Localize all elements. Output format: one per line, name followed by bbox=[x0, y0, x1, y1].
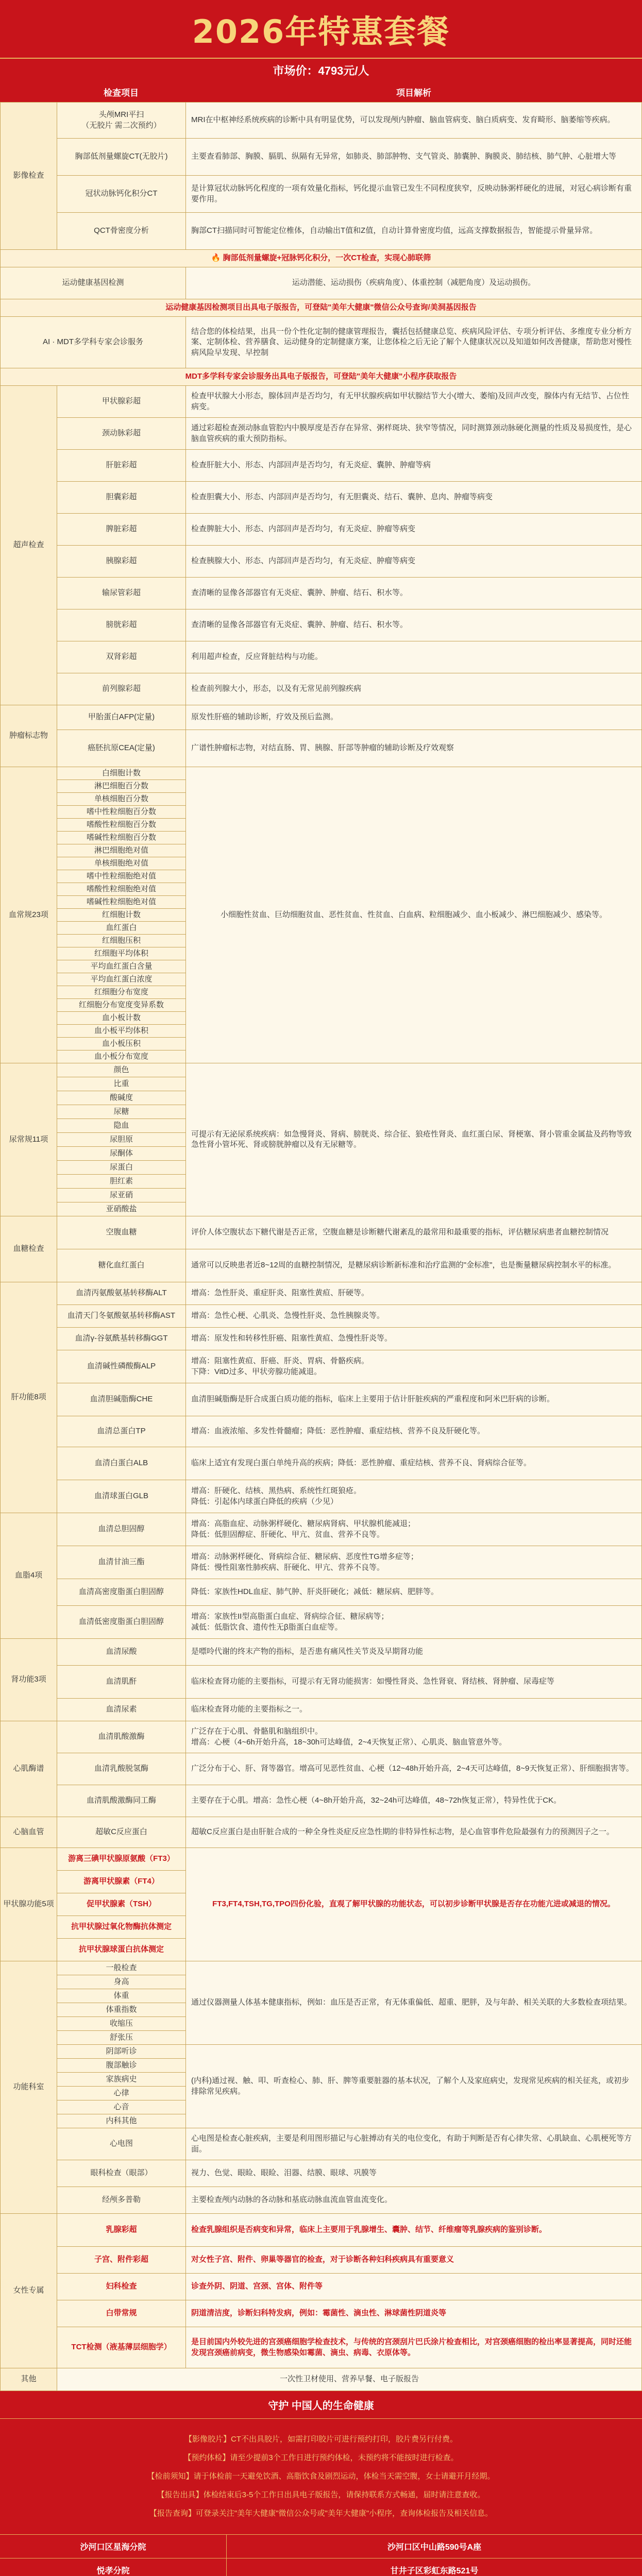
desc-liver-4: 血清胆碱脂酶是肝合成蛋白质功能的指标，临床上主要用于估计肝脏疾病的严重程度和阿米巴肝病的诊断。 bbox=[186, 1383, 642, 1416]
item-blood-13: 红细胞压积 bbox=[57, 935, 186, 947]
item-urine-2: 酸碱度 bbox=[57, 1091, 186, 1105]
item-kidney-0: 血清尿酸 bbox=[57, 1639, 186, 1666]
gene-highlight: 运动健康基因检测项目出具电子版报告，可登陆"美年大健康"微信公众号查询/美洞基因报告 bbox=[1, 299, 642, 317]
item-liver-6: 血清白蛋白ALB bbox=[57, 1447, 186, 1480]
category-thyroid: 甲状腺功能5项 bbox=[1, 1848, 57, 1961]
category-lipid: 血脂4项 bbox=[1, 1513, 57, 1639]
table-row bbox=[1, 705, 642, 730]
desc-myo-1: 广泛分布于心、肝、肾等器官。增高可见恶性贫血、心梗（12~48h开始升高，2~4天可达峰值，8~9天恢复正常）、肝细胞损害等。 bbox=[186, 1753, 642, 1785]
table-row bbox=[1, 1249, 642, 1282]
item-myo-1: 血清乳酸脱氢酶 bbox=[57, 1753, 186, 1785]
table-row bbox=[1, 2274, 642, 2300]
item-blood-6: 淋巴细胞绝对值 bbox=[57, 844, 186, 857]
table-row bbox=[1, 1383, 642, 1416]
item-female-0: 乳腺彩超 bbox=[57, 2214, 186, 2247]
desc-func-ecg: 心电图是检查心脏疾病，主要是利用图形描记与心脏搏动有关的电位变化，有助于判断是否有心律失常、心肌缺血、心肌梗死等方面。 bbox=[186, 2128, 642, 2160]
item-us-1: 颈动脉彩超 bbox=[57, 418, 186, 450]
item-mdt: AI · MDT多学科专家会诊服务 bbox=[1, 317, 186, 368]
item-func-ecg: 心电图 bbox=[57, 2128, 186, 2160]
table-row bbox=[1, 730, 642, 767]
package-table bbox=[0, 102, 642, 2391]
footer-slogan: 守护 中国人的生命健康 bbox=[0, 2391, 642, 2419]
desc-sugar-0: 评价人体空腹状态下糖代谢是否正常，空腹血糖是诊断糖代谢紊乱的最常用和最重要的指标，评估糖尿病患者血糖控制情况 bbox=[186, 1216, 642, 1249]
desc-ct-coronary: 是计算冠状动脉钙化程度的一项有效量化指标，钙化提示血管已发生不同程度狭窄，反映动脉粥样硬化的进展，对冠心病诊断有重要作用。 bbox=[186, 176, 642, 213]
item-blood-18: 红细胞分布宽度变异系数 bbox=[57, 999, 186, 1012]
table-row bbox=[1, 1699, 642, 1721]
item-blood-0: 白细胞计数 bbox=[57, 767, 186, 780]
desc-us-7: 查清晰的显像各部器官有无炎症、囊肿、肿瘤、结石、积水等。 bbox=[186, 609, 642, 641]
table-row bbox=[1, 1063, 642, 1077]
table-row bbox=[1, 578, 642, 609]
item-sugar-1: 糖化血红蛋白 bbox=[57, 1249, 186, 1282]
table-row bbox=[1, 767, 642, 780]
item-ct-chest: 胸部低剂量螺旋CT(无胶片) bbox=[57, 139, 186, 176]
table-row bbox=[1, 1546, 642, 1579]
item-urine-3: 尿糖 bbox=[57, 1105, 186, 1119]
item-blood-4: 嗜酸性粒细胞百分数 bbox=[57, 819, 186, 832]
item-myo-2: 血清肌酸激酶同工酶 bbox=[57, 1785, 186, 1817]
category-cardio: 心脑血管 bbox=[1, 1817, 57, 1848]
item-func-height: 身高 bbox=[57, 1975, 186, 1989]
desc-kidney-0: 是嘌呤代谢的终末产物的指标，是否患有痛风性关节炎及早期肾功能 bbox=[186, 1639, 642, 1666]
item-liver-0: 血清丙氨酸氨基转移酶ALT bbox=[57, 1282, 186, 1305]
item-liver-7: 血清球蛋白GLB bbox=[57, 1480, 186, 1513]
item-female-1: 子宫、附件彩超 bbox=[57, 2247, 186, 2274]
note-film: 【影像胶片】CT不出具胶片，如需打印胶片可进行预约打印，胶片费另行付费。 bbox=[184, 2435, 458, 2444]
table-row bbox=[1, 250, 642, 267]
header-category bbox=[0, 81, 57, 102]
desc-func-general: 通过仪器测量人体基本健康指标，例如：血压是否正常，有无体重偏低、超重、肥胖，及与年龄、相关关联的大多数检查项结果。 bbox=[186, 1961, 642, 2045]
item-us-0: 甲状腺彩超 bbox=[57, 386, 186, 418]
table-row bbox=[1, 1480, 642, 1513]
table-row bbox=[1, 482, 642, 514]
item-lipid-0: 血清总胆固醇 bbox=[57, 1513, 186, 1546]
header-desc: 项目解析 bbox=[396, 88, 431, 98]
desc-thyroid: FT3,FT4,TSH,TG,TPO四份化验，直观了解甲状腺的功能状态，可以初步诊断甲状腺是否存在功能亢进或减退的情况。 bbox=[186, 1848, 642, 1961]
desc-us-1: 通过彩超检查颈动脉血管腔内中膜厚度是否存在异常、粥样斑块、狭窄等情况，同时测算颈动脉硬化测量的性质及易损度性，是心脑血管疾病的重大预防指标。 bbox=[186, 418, 642, 450]
item-liver-5: 血清总蛋白TP bbox=[57, 1416, 186, 1447]
table-row bbox=[1, 368, 642, 386]
item-kidney-2: 血清尿素 bbox=[57, 1699, 186, 1721]
item-thyroid-3: 抗甲状腺过氧化物酶抗体测定 bbox=[57, 1916, 186, 1939]
item-liver-2: 血清γ-谷氨酰基转移酶GGT bbox=[57, 1328, 186, 1350]
item-liver-1: 血清天门冬氨酸氨基转移酶AST bbox=[57, 1305, 186, 1328]
table-row bbox=[1, 1639, 642, 1666]
desc-mdt: 结合您的体检结果，出具一份个性化定制的健康管理报告，囊括包括健康总览、疾病风险评估、专项分析评估、多维度专业分析方案、定制体检、营养膳食、运动健身的定制健康方案，让您体检之后无论了解个人健康状况以及知道如何改善健康，帮助您对慢性病风险早发现、早控制 bbox=[186, 317, 642, 368]
table-row bbox=[1, 1350, 642, 1383]
desc-liver-3: 增高：阻塞性黄疸、肝癌、肝炎、胃病、骨骼疾病。 下降：VitD过多、甲状旁腺功能减退。 bbox=[186, 1350, 642, 1383]
desc-female-4: 是目前国内外较先进的宫颈癌细胞学检查技术，与传统的宫颈刮片巴氏涂片检查相比，对宫颈癌细胞的检出率显著提高，同时还能发现宫颈癌前病变，微生物感染如霉菌、滴虫、病毒、衣原体等。 bbox=[186, 2327, 642, 2368]
item-func-systolic: 收缩压 bbox=[57, 2017, 186, 2031]
store-name: 沙河口区星海分院 bbox=[0, 2535, 227, 2558]
table-row bbox=[1, 1447, 642, 1480]
item-us-9: 前列腺彩超 bbox=[57, 673, 186, 705]
category-blood: 血常规23项 bbox=[1, 767, 57, 1063]
item-urine-5: 尿胆原 bbox=[57, 1133, 186, 1147]
item-urine-10: 亚硝酸盐 bbox=[57, 1202, 186, 1216]
desc-us-3: 检查胆囊大小、形态、内部回声是否均匀，有无胆囊炎、结石、囊肿、息肉、肿瘤等病变 bbox=[186, 482, 642, 514]
table-row bbox=[1, 1305, 642, 1328]
item-us-5: 胰腺彩超 bbox=[57, 546, 186, 578]
table-row bbox=[1, 267, 642, 299]
item-blood-5: 嗜碱性粒细胞百分数 bbox=[57, 832, 186, 844]
category-kidney: 肾功能3项 bbox=[1, 1639, 57, 1721]
desc-us-6: 查清晰的显像各部器官有无炎症、囊肿、肿瘤、结石、积水等。 bbox=[186, 578, 642, 609]
item-blood-1: 淋巴细胞百分数 bbox=[57, 780, 186, 793]
table-row bbox=[1, 1753, 642, 1785]
item-blood-10: 嗜碱性粒细胞绝对值 bbox=[57, 896, 186, 909]
page-title: 2026年特惠套餐 bbox=[192, 12, 450, 50]
item-func-auscultation: 阴部听诊 bbox=[57, 2045, 186, 2059]
table-row bbox=[1, 1848, 642, 1871]
imaging-highlight: 🔥 胸部低剂量螺旋+冠脉钙化积分，一次CT检查，实现心肺联筛 bbox=[1, 250, 642, 267]
category-sugar: 血糖检查 bbox=[1, 1216, 57, 1282]
table-row bbox=[1, 2187, 642, 2214]
desc-lipid-0: 增高：高脂血症、动脉粥样硬化、糖尿病肾病、甲状腺机能减退； 降低：低胆固醇症、肝硬化、甲亢、贫血、营养不良等。 bbox=[186, 1513, 642, 1546]
item-urine-6: 尿酮体 bbox=[57, 1147, 186, 1161]
table-row bbox=[1, 1666, 642, 1699]
note-query: 【报告查询】可登录关注"美年大健康"微信公众号或"美年大健康"小程序，查询体检报告及相关信息。 bbox=[149, 2509, 493, 2518]
item-blood-12: 血红蛋白 bbox=[57, 922, 186, 935]
table-row bbox=[1, 386, 642, 418]
item-blood-21: 血小板压积 bbox=[57, 1038, 186, 1050]
table-row bbox=[1, 2327, 642, 2368]
table-row bbox=[1, 1416, 642, 1447]
desc-liver-7: 增高：肝硬化、结核、黑热病、系统性红斑狼疮。 降低：引起体内球蛋白降低的疾病（少见） bbox=[186, 1480, 642, 1513]
desc-mri: MRI在中枢神经系统疾病的诊断中具有明显优势，可以发现颅内肿瘤、脑血管病变、脑白质病变、发育畸形、脑萎缩等疾病。 bbox=[186, 103, 642, 139]
item-ct-coronary: 冠状动脉钙化积分CT bbox=[57, 176, 186, 213]
category-function: 功能科室 bbox=[1, 1961, 57, 2214]
item-us-7: 膀胱彩超 bbox=[57, 609, 186, 641]
category-urine: 尿常规11项 bbox=[1, 1063, 57, 1216]
item-func-rhythm: 心律 bbox=[57, 2087, 186, 2100]
item-mri-sub: （无胶片 需二次预约） bbox=[81, 121, 161, 130]
table-row bbox=[1, 1328, 642, 1350]
item-thyroid-0: 游离三碘甲状腺原氨酸（FT3） bbox=[57, 1848, 186, 1871]
desc-us-5: 检查胰腺大小、形态、内部回声是否均匀，有无炎症、肿瘤等病变 bbox=[186, 546, 642, 578]
desc-female-1: 对女性子宫、附件、卵巢等器官的检查，对于诊断各种妇科疾病具有重要意义 bbox=[186, 2247, 642, 2274]
item-func-weight: 体重 bbox=[57, 1989, 186, 2003]
desc-gene: 运动潜能、运动损伤（疾病角度）、体重控制（减肥角度）及运动损伤。 bbox=[186, 267, 642, 299]
table-row bbox=[1, 2247, 642, 2274]
desc-female-3: 阴道清洁度，诊断妇科特发病，例如：霉菌性、滴虫性、淋球菌性阴道炎等 bbox=[186, 2300, 642, 2327]
item-urine-0: 颜色 bbox=[57, 1063, 186, 1077]
item-blood-14: 红细胞平均体积 bbox=[57, 947, 186, 960]
item-lipid-1: 血清甘油三酯 bbox=[57, 1546, 186, 1579]
store-row bbox=[0, 2558, 642, 2576]
table-row bbox=[1, 2128, 642, 2160]
item-urine-7: 尿蛋白 bbox=[57, 1161, 186, 1175]
item-cardio: 超敏C反应蛋白 bbox=[57, 1817, 186, 1848]
item-blood-16: 平均血红蛋白浓度 bbox=[57, 973, 186, 986]
category-liver: 肝功能8项 bbox=[1, 1282, 57, 1513]
desc-female-0: 检查乳腺组织是否病变和异常，临床上主要用于乳腺增生、囊肿、结节、纤维瘤等乳腺疾病的鉴别诊断。 bbox=[186, 2214, 642, 2247]
item-liver-3: 血清碱性磷酸酶ALP bbox=[57, 1350, 186, 1383]
table-row bbox=[1, 2160, 642, 2187]
item-gene: 运动健康基因检测 bbox=[1, 267, 186, 299]
desc-blood: 小细胞性贫血、巨幼细胞贫血、恶性贫血、性贫血、白血病、粒细胞减少、血小板减少、淋巴细胞减少、感染等。 bbox=[186, 767, 642, 1063]
item-blood-22: 血小板分布宽度 bbox=[57, 1050, 186, 1063]
footer bbox=[0, 2391, 642, 2576]
item-func-palpation: 腹部触诊 bbox=[57, 2059, 186, 2073]
desc-urine: 可提示有无泌尿系统疾病：如急慢肾炎、肾病、膀胱炎、综合征、狼疮性肾炎、血红蛋白尿、肾梗塞、肾小管重金属盐及药物等致急性肾小管坏死、肾或膀胱肿瘤以及有无尿糖等。 bbox=[186, 1063, 642, 1216]
table-row bbox=[1, 1721, 642, 1753]
header-item: 检查项目 bbox=[104, 88, 139, 98]
item-thyroid-4: 抗甲状腺球蛋白抗体测定 bbox=[57, 1939, 186, 1961]
item-blood-2: 单核细胞百分数 bbox=[57, 793, 186, 806]
table-row bbox=[1, 1216, 642, 1249]
mdt-highlight: MDT多学科专家会诊服务出具电子版报告，可登陆"美年大健康"小程序获取报告 bbox=[1, 368, 642, 386]
table-row bbox=[1, 546, 642, 578]
table-row bbox=[1, 450, 642, 482]
item-blood-8: 嗜中性粒细胞绝对值 bbox=[57, 870, 186, 883]
item-func-family: 家族病史 bbox=[57, 2073, 186, 2087]
desc-liver-6: 临床上适宜有发现白蛋白单纯升高的疾病；降低：恶性肿瘤、重症结核、营养不良、肾病综合征等。 bbox=[186, 1447, 642, 1480]
category-imaging: 影像检查 bbox=[1, 103, 57, 250]
table-row bbox=[1, 2300, 642, 2327]
item-lipid-2: 血清高密度脂蛋白胆固醇 bbox=[57, 1579, 186, 1606]
item-us-2: 肝脏彩超 bbox=[57, 450, 186, 482]
desc-func-internal: (内科)通过视、触、叩、听查检心、肺、肝、脾等重要脏器的基本状况，了解个人及家庭病史，发现常见疾病的相关征兆，或初步排除常见疾病。 bbox=[186, 2045, 642, 2128]
item-blood-3: 嗜中性粒细胞百分数 bbox=[57, 806, 186, 819]
item-us-4: 脾脏彩超 bbox=[57, 514, 186, 546]
desc-us-0: 检查甲状腺大小形态，腺体回声是否均匀，有无甲状腺疾病如甲状腺结节大小(增大、萎缩)及回声改变，腺体内有无结节、占位性病变。 bbox=[186, 386, 642, 418]
table-row bbox=[1, 1961, 642, 1975]
item-liver-4: 血清胆碱脂酶CHE bbox=[57, 1383, 186, 1416]
desc-kidney-1: 临床检查肾功能的主要指标，可提示有无肾功能损害：如慢性肾炎、急性肾衰、肾结核、肾肿瘤、尿毒症等 bbox=[186, 1666, 642, 1699]
table-row bbox=[1, 514, 642, 546]
desc-cardio: 超敏C反应蛋白是由肝脏合成的一种全身性炎症反应急性期的非特异性标志物，是心血管事件危险最强有力的预测因子之一。 bbox=[186, 1817, 642, 1848]
table-header bbox=[0, 81, 642, 102]
item-func-internal-other: 内科其他 bbox=[57, 2114, 186, 2128]
item-us-6: 输尿管彩超 bbox=[57, 578, 186, 609]
store-address: 沙河口区中山路590号A座 bbox=[387, 2543, 482, 2552]
table-row bbox=[1, 299, 642, 317]
item-us-3: 胆囊彩超 bbox=[57, 482, 186, 514]
item-blood-20: 血小板平均体积 bbox=[57, 1025, 186, 1038]
desc-liver-5: 增高：血液浓缩、多发性骨髓瘤；降低：恶性肿瘤、重症结核、营养不良及肝硬化等。 bbox=[186, 1416, 642, 1447]
table-row bbox=[1, 139, 642, 176]
item-blood-19: 血小板计数 bbox=[57, 1012, 186, 1025]
desc-ct-chest: 主要查看肺部、胸膜、膈肌、纵隔有无异常，如肺炎、肺部肿物、支气管炎、肺囊肿、胸膜炎、肺结核、肺气肿、心脏增大等 bbox=[186, 139, 642, 176]
item-func-general: 一般检查 bbox=[57, 1961, 186, 1975]
item-thyroid-2: 促甲状腺素（TSH） bbox=[57, 1893, 186, 1916]
item-sugar-0: 空腹血糖 bbox=[57, 1216, 186, 1249]
item-myo-0: 血清肌酸激酶 bbox=[57, 1721, 186, 1753]
item-blood-9: 嗜酸性粒细胞绝对值 bbox=[57, 883, 186, 896]
item-blood-11: 红细胞计数 bbox=[57, 909, 186, 922]
desc-liver-0: 增高：急性肝炎、重症肝炎、阻塞性黄疸、肝硬等。 bbox=[186, 1282, 642, 1305]
table-row bbox=[1, 673, 642, 705]
item-thyroid-1: 游离甲状腺素（FT4） bbox=[57, 1871, 186, 1893]
fire-icon: 🔥 bbox=[211, 253, 221, 263]
item-urine-1: 比重 bbox=[57, 1077, 186, 1091]
desc-kidney-2: 临床检查肾功能的主要指标之一。 bbox=[186, 1699, 642, 1721]
desc-qct: 胸部CT扫描同时可智能定位椎体，自动输出T值和Z值，自动计算骨密度均值，远高支撑数据报告，智能提示骨量异常。 bbox=[186, 213, 642, 250]
desc-func-doppler: 主要检查颅内动脉的各动脉和基底动脉血流血管血流变化。 bbox=[186, 2187, 642, 2214]
desc-us-8: 利用超声检查，反应肾脏结构与功能。 bbox=[186, 641, 642, 673]
table-row bbox=[1, 213, 642, 250]
desc-lipid-1: 增高：动脉粥样硬化、肾病综合征、糖尿病、恶度性TG增多症等； 降低：慢性阻塞性肺疾病、肝硬化、甲亢、营养不良等。 bbox=[186, 1546, 642, 1579]
table-row bbox=[1, 641, 642, 673]
item-female-3: 白带常规 bbox=[57, 2300, 186, 2327]
table-row bbox=[1, 2045, 642, 2059]
notes-list bbox=[0, 2419, 642, 2534]
desc-myo-2: 主要存在于心肌。增高：急性心梗（4~8h开始升高，32~24h可达峰值，48~72h恢复正常），特异性优于CK。 bbox=[186, 1785, 642, 1817]
item-mri bbox=[57, 103, 186, 139]
table-row bbox=[1, 1785, 642, 1817]
desc-lipid-3: 增高：家族性II型高脂蛋白血症、肾病综合征、糖尿病等； 减低：低脂饮食、遗传性无β脂蛋白血症等。 bbox=[186, 1606, 642, 1639]
table-row bbox=[1, 418, 642, 450]
category-tumor: 肿瘤标志物 bbox=[1, 705, 57, 767]
desc-female-2: 诊查外阴、阴道、宫颈、宫体、附件等 bbox=[186, 2274, 642, 2300]
item-func-diastolic: 舒张压 bbox=[57, 2031, 186, 2045]
item-female-4: TCT检测（液基薄层细胞学） bbox=[57, 2327, 186, 2368]
item-tumor-1: 癌胚抗原CEA(定量) bbox=[57, 730, 186, 767]
desc-liver-2: 增高：原发性和转移性肝癌、阻塞性黄疸、急慢性肝炎等。 bbox=[186, 1328, 642, 1350]
table-row bbox=[1, 2368, 642, 2391]
desc-sugar-1: 通常可以反映患者近8~12周的血糖控制情况，是糖尿病诊断新标准和治疗监测的"金标准"，也是衡量糖尿病控制水平的标准。 bbox=[186, 1249, 642, 1282]
desc-us-4: 检查脾脏大小、形态、内部回声是否均匀，有无炎症、肿瘤等病变 bbox=[186, 514, 642, 546]
desc-func-eye: 视力、色觉、眼睑、眼睑、泪器、结膜、眼球、巩膜等 bbox=[186, 2160, 642, 2187]
category-myocardial: 心肌酶谱 bbox=[1, 1721, 57, 1817]
item-us-8: 双肾彩超 bbox=[57, 641, 186, 673]
table-row bbox=[1, 1513, 642, 1546]
item-func-doppler: 经颅多普勒 bbox=[57, 2187, 186, 2214]
desc-us-9: 检查前列腺大小，形态，以及有无常见前列腺疾病 bbox=[186, 673, 642, 705]
price-banner bbox=[0, 58, 642, 81]
item-blood-7: 单核细胞绝对值 bbox=[57, 857, 186, 870]
item-mri-title: 头颅MRI平扫 bbox=[98, 110, 144, 120]
store-address: 甘井子区彩虹东路521号 bbox=[390, 2567, 479, 2575]
item-urine-9: 尿亚硝 bbox=[57, 1189, 186, 1202]
table-row bbox=[1, 1817, 642, 1848]
desc-other: 一次性卫材使用、营养早餐、电子版报告 bbox=[57, 2368, 642, 2391]
table-row bbox=[1, 1579, 642, 1606]
table-row bbox=[1, 1282, 642, 1305]
item-urine-8: 胆红素 bbox=[57, 1175, 186, 1189]
desc-lipid-2: 降低：家族性HDL血症、肺气肿、肝炎肝硬化；减低：糖尿病、肥胖等。 bbox=[186, 1579, 642, 1606]
item-blood-15: 平均血红蛋白含量 bbox=[57, 960, 186, 973]
store-name: 悦孝分院 bbox=[0, 2558, 227, 2576]
desc-tumor-1: 广谱性肿瘤标志物，对结直肠、胃、胰腺、肝部等肿瘤的辅助诊断及疗效观察 bbox=[186, 730, 642, 767]
item-female-2: 妇科检查 bbox=[57, 2274, 186, 2300]
desc-tumor-0: 原发性肝癌的辅助诊断，疗效及预后监测。 bbox=[186, 705, 642, 730]
title-banner bbox=[0, 0, 642, 58]
table-row bbox=[1, 2214, 642, 2247]
category-ultrasound: 超声检查 bbox=[1, 386, 57, 705]
note-appointment: 【预约体检】请至少提前3个工作日进行预约体检，未预约将不能按时进行检查。 bbox=[183, 2453, 459, 2462]
table-row bbox=[1, 609, 642, 641]
note-before-exam: 【检前须知】请于体检前一天避免饮酒、高脂饮食及剧烈运动，体检当天需空腹，女士请避开月经期。 bbox=[147, 2472, 495, 2481]
market-price: 市场价：4793元/人 bbox=[273, 64, 369, 77]
table-row bbox=[1, 103, 642, 139]
table-row bbox=[1, 1606, 642, 1639]
item-urine-4: 隐血 bbox=[57, 1119, 186, 1133]
item-tumor-0: 甲胎蛋白AFP(定量) bbox=[57, 705, 186, 730]
item-qct: QCT骨密度分析 bbox=[57, 213, 186, 250]
desc-myo-0: 广泛存在于心肌、骨骼肌和脑组织中。 增高：心梗（4~6h开始升高，18~30h可达峰值，2~4天恢复正常）、心肌炎、脑血管意外等。 bbox=[186, 1721, 642, 1753]
desc-liver-1: 增高：急性心梗、心肌炎、急慢性肝炎、急性胰腺炎等。 bbox=[186, 1305, 642, 1328]
item-kidney-1: 血清肌酐 bbox=[57, 1666, 186, 1699]
category-other: 其他 bbox=[1, 2368, 57, 2391]
item-func-heart-sound: 心音 bbox=[57, 2100, 186, 2114]
desc-us-2: 检查肝脏大小、形态、内部回声是否均匀，有无炎症、囊肿、肿瘤等病 bbox=[186, 450, 642, 482]
item-lipid-3: 血清低密度脂蛋白胆固醇 bbox=[57, 1606, 186, 1639]
store-row bbox=[0, 2534, 642, 2558]
item-func-bmi: 体重指数 bbox=[57, 2003, 186, 2017]
category-female: 女性专属 bbox=[1, 2214, 57, 2368]
item-blood-17: 红细胞分布宽度 bbox=[57, 986, 186, 999]
note-report: 【报告出具】体检结束后3-5个工作日出具电子版报告，请保持联系方式畅通，届时请注意查收。 bbox=[157, 2490, 485, 2499]
table-row bbox=[1, 317, 642, 368]
table-row bbox=[1, 176, 642, 213]
item-func-eye: 眼科检查（眼部） bbox=[57, 2160, 186, 2187]
